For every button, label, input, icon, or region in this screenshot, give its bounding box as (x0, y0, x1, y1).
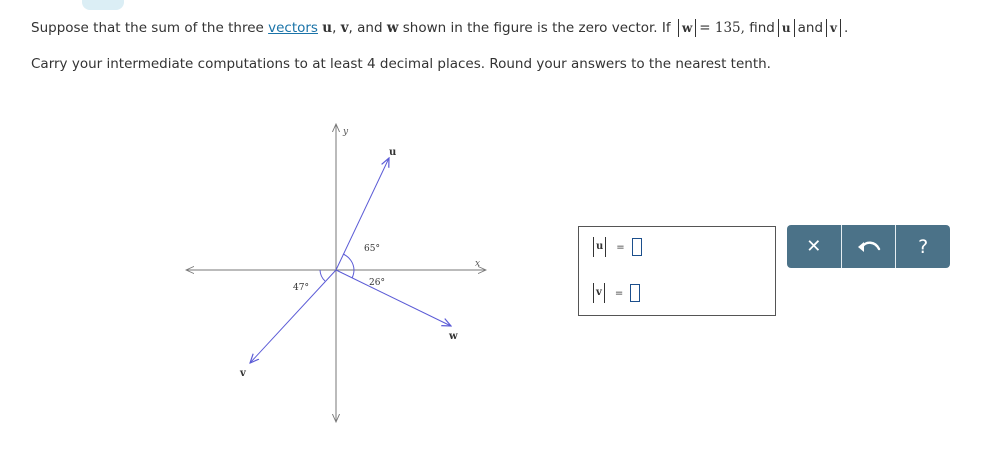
y-axis-label: y (343, 127, 349, 137)
answer-panel (578, 226, 776, 316)
close-icon: ✕ (806, 236, 822, 257)
u-magnitude-input[interactable] (632, 238, 642, 256)
x-axis-label: x (475, 259, 481, 269)
w-vector-tag: w (449, 331, 458, 342)
angle-arc-w (352, 270, 354, 278)
magnitude-w-value: = 135, (699, 20, 745, 36)
magnitude-u: u (778, 19, 795, 37)
question-line-2: Carry your intermediate computations to at least 4 decimal places. Round your answers to the nearest tenth. (31, 56, 771, 72)
comma-1: , (332, 20, 337, 36)
angle-label-26: 26° (369, 278, 385, 288)
answer-v-equals: = (614, 287, 624, 299)
v-vector-tag: v (240, 368, 246, 379)
answer-v-magnitude-label: v (593, 283, 605, 303)
v-magnitude-input[interactable] (630, 284, 640, 302)
answer-u-magnitude-label: u (593, 237, 606, 257)
question-icon: ? (918, 235, 929, 258)
angle-arc-v (320, 270, 325, 281)
and-text: and (797, 20, 824, 36)
clear-button[interactable] (787, 225, 841, 268)
question-text-prefix: Suppose that the sum of the three (31, 20, 264, 36)
vector-w-arrow (336, 270, 451, 326)
vector-u-arrow (336, 158, 389, 270)
answer-u-equals: = (616, 241, 625, 253)
vector-w-label: w (386, 20, 399, 36)
answer-row-v (593, 280, 640, 306)
find-text: find (749, 20, 775, 36)
comma-and: , and (348, 20, 383, 36)
vector-u-label: u (322, 20, 333, 36)
action-buttons (787, 225, 950, 268)
u-vector-tag: u (389, 147, 397, 158)
help-button[interactable] (895, 225, 950, 268)
answer-row-u (593, 234, 642, 260)
angle-label-65: 65° (364, 244, 380, 254)
period-text: . (844, 20, 849, 36)
question-text-mid: shown in the figure is the zero vector. If (402, 20, 671, 36)
magnitude-w: w (678, 19, 696, 37)
magnitude-v: v (826, 19, 841, 37)
undo-icon (856, 239, 882, 255)
undo-button[interactable] (841, 225, 896, 268)
angle-label-47: 47° (293, 283, 309, 293)
vector-v-label: v (340, 20, 349, 36)
angle-arc-u (343, 254, 354, 270)
vectors-link[interactable]: vectors (268, 20, 318, 36)
